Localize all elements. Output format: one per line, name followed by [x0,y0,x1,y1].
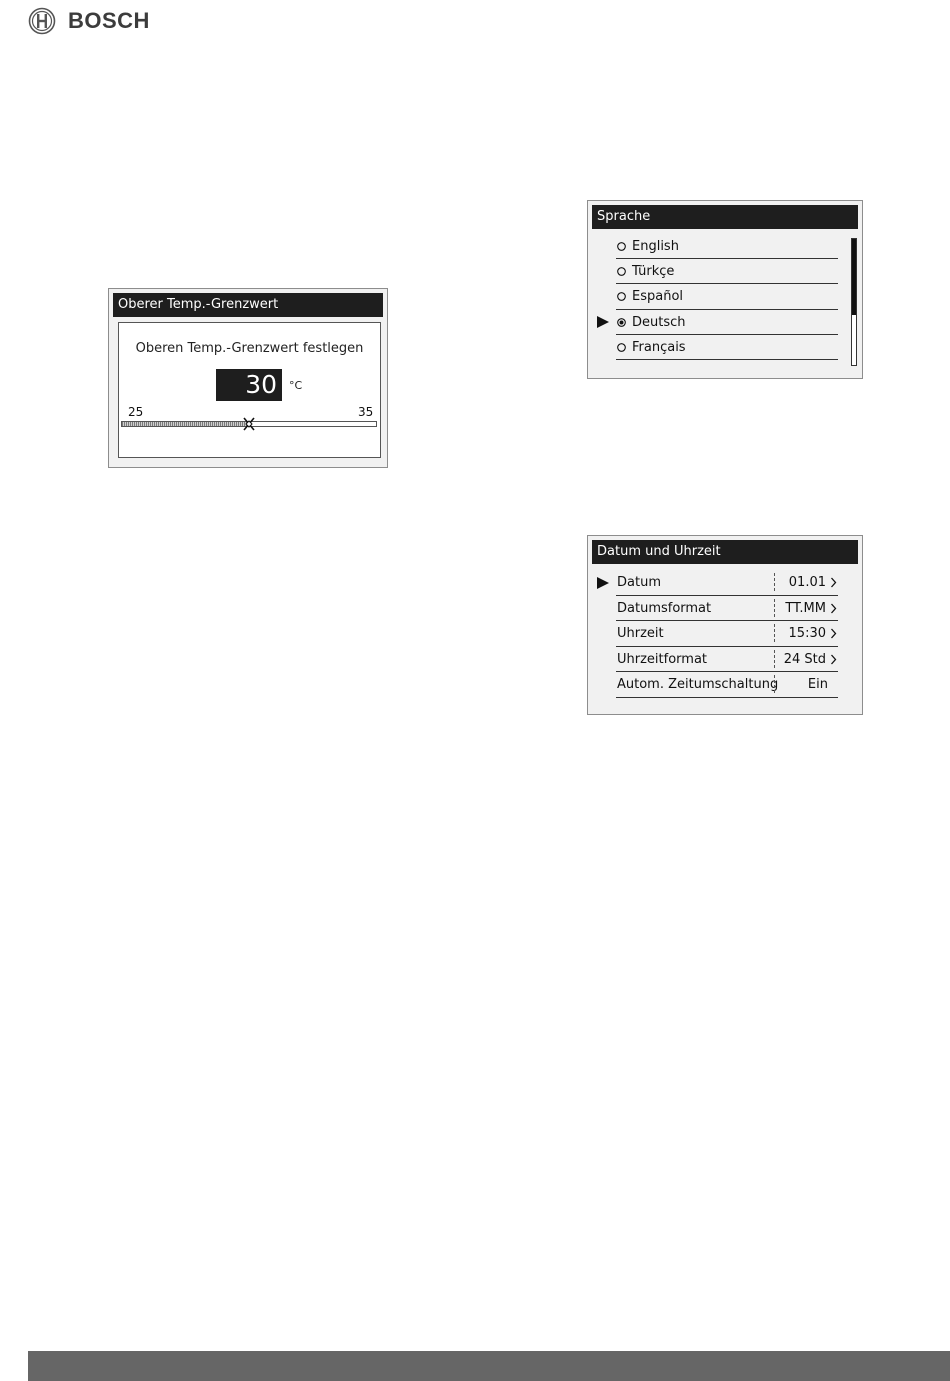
language-option[interactable] [616,259,838,284]
language-option-label: English [632,239,679,254]
scrollbar-thumb[interactable] [852,239,856,315]
chevron-right-icon [830,654,837,665]
datetime-screen [587,535,863,715]
language-list [616,234,838,360]
column-separator [774,675,775,693]
temperature-unit: °C [289,379,303,392]
language-option[interactable] [616,335,838,360]
language-option[interactable] [616,310,838,335]
slider-min-label: 25 [128,405,144,419]
slider-knob-icon[interactable] [243,417,255,431]
language-option[interactable] [616,284,838,309]
datetime-item-value: 24 Std [783,651,826,667]
datetime-item-label: Uhrzeitformat [617,651,708,667]
footer-bar [28,1351,950,1381]
datetime-item-label: Autom. Zeitumschaltung [617,677,779,693]
focus-arrow-icon [596,316,610,328]
focus-arrow-icon [596,577,610,589]
brand-name: BOSCH [68,8,150,33]
temperature-limit-screen [108,288,388,468]
datetime-menu-item[interactable] [616,596,838,622]
datetime-menu-item[interactable] [616,672,838,698]
chevron-right-icon [830,628,837,639]
language-option-label: Deutsch [632,314,686,330]
bosch-armature-icon [28,7,56,35]
temperature-caption: Oberen Temp.-Grenzwert festlegen [135,341,364,356]
temperature-panel [118,322,381,458]
radio-selected-icon [617,318,626,327]
radio-empty-icon [617,343,626,352]
datetime-item-value: 15:30 [788,626,826,642]
datetime-item-value: Ein [807,677,828,693]
datetime-item-label: Datumsformat [617,600,712,616]
chevron-right-icon [830,603,837,614]
datetime-menu-item[interactable] [616,570,838,596]
column-separator [774,624,775,642]
language-option-label: Español [632,289,684,305]
datetime-item-label: Uhrzeit [617,626,664,642]
slider-max-label: 35 [358,405,374,419]
language-option-label: Français [632,339,686,355]
column-separator [774,573,775,591]
chevron-right-icon [830,577,837,588]
language-screen [587,200,863,379]
column-separator [774,599,775,617]
language-option[interactable] [616,234,838,259]
bosch-logo [28,6,150,36]
datetime-menu-item[interactable] [616,621,838,647]
datetime-list [616,570,838,698]
temperature-value[interactable]: 30 [216,369,282,401]
datetime-item-value: 01.01 [788,575,826,590]
datetime-screen-title: Datum und Uhrzeit [592,540,858,564]
temperature-slider[interactable] [121,421,377,427]
datetime-item-label: Datum [617,575,661,590]
slider-fill [122,422,249,426]
column-separator [774,650,775,668]
datetime-item-value: TT.MM [785,600,826,616]
radio-empty-icon [617,292,626,301]
datetime-menu-item[interactable] [616,647,838,673]
radio-empty-icon [617,267,626,276]
language-screen-title: Sprache [592,205,858,229]
language-scrollbar[interactable] [851,238,857,366]
language-option-label: Türkçe [632,264,675,280]
radio-empty-icon [617,242,626,251]
temperature-screen-title: Oberer Temp.-Grenzwert [113,293,383,317]
